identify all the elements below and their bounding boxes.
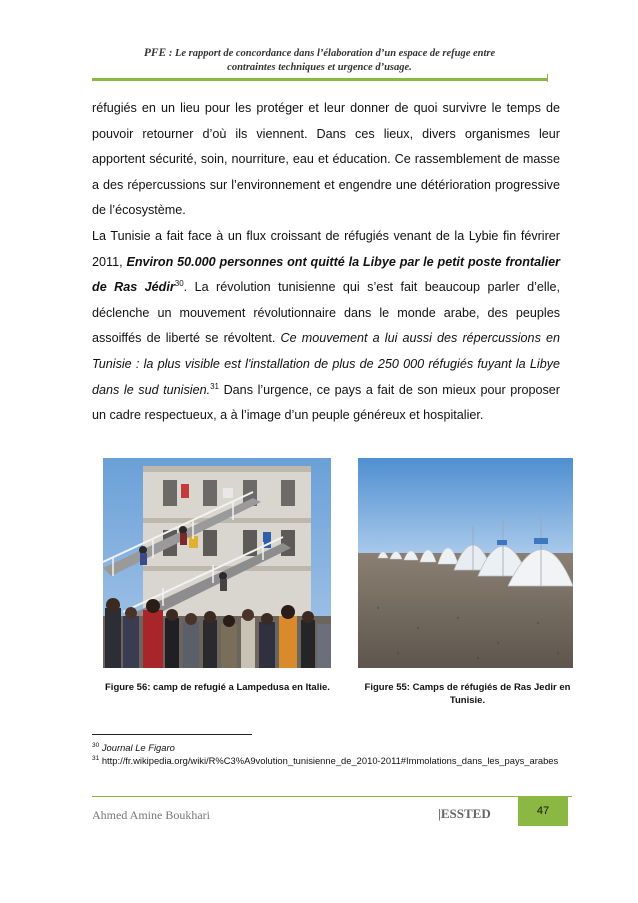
- p2-quote-2: Ce mouvement a lui aussi des répercussions en Tunisie : la plus visible est l'installation de plus de 250 000 réfugiés fuyant la Libye dans le sud tunisien.: [92, 331, 560, 397]
- p2-text-b: . La révolution tunisienne qui s’est fait beaucoup parler d’elle, déclenche un mouvement révolutionnaire dans le monde arabe, des peuples assoiffés de liberté se révoltent.: [92, 280, 560, 346]
- footer-author: Ahmed Amine Boukhari: [92, 808, 210, 822]
- footnotes: [92, 741, 562, 767]
- header-pfe: PFE: [143, 47, 167, 59]
- header-title-line2: contraintes techniques et urgence d’usage.: [227, 62, 412, 73]
- lampedusa-camp-photo: [103, 458, 331, 668]
- paragraph-2: [92, 224, 560, 429]
- ras-jedir-tents-photo: [358, 458, 573, 668]
- paragraph-1: réfugiés en un lieu pour les protéger et leur donner de quoi survivre le temps de pouvoir retourner d’où ils viennent. Dans ces lieux, divers organismes leur apportent sécurité, soin, nourriture, eau et éducation. Ce rassemblement de masse a des répercussions sur l’environnement et engendre une détérioration progressive de l’écosystème.: [92, 101, 560, 218]
- footnote-31-link[interactable]: http://fr.wikipedia.org/wiki/R%C3%A9volution_tunisienne_de_2010-2011#Immolations_dans_les_pays_arabes: [101, 755, 559, 766]
- body-text: [92, 96, 560, 429]
- page-number: 47: [518, 796, 568, 826]
- running-header: [92, 46, 547, 75]
- p2-text-c: Dans l’urgence, ce pays a fait de son mieux pour proposer un cadre respectueux, a à l’image d’un peuple généreux et hospitalier.: [92, 382, 560, 423]
- footer-rule: [92, 796, 572, 797]
- p2-quote-1: Environ 50.000 personnes ont quitté la Libye par le petit poste frontalier de Ras Jédir: [92, 254, 560, 295]
- footnote-ref-31[interactable]: 31: [210, 381, 219, 391]
- footnote-ref-30[interactable]: 30: [174, 278, 184, 288]
- footer-school: |ESSTED: [438, 806, 491, 821]
- footnote-30-text: Journal Le Figaro: [101, 742, 175, 753]
- footnote-31: $^{31}$ http://fr.wikipedia.org/wiki/R%C3%A9volution_tunisienne_de_2010-2011#Immolations_dans_les_pays_arabes: [92, 754, 559, 766]
- footnote-30: $^{30}$ Journal Le Figaro: [92, 741, 175, 753]
- figure-56-caption: Figure 56: camp de refugié a Lampedusa en Italie.: [105, 682, 330, 693]
- figure-55-caption: Figure 55: Camps de réfugiés de Ras Jedir en Tunisie.: [364, 682, 571, 706]
- p2-text-a: La Tunisie a fait face à un flux croissant de réfugiés venant de la Lybie fin févrirer 2011,: [92, 228, 560, 269]
- footnote-rule: [92, 734, 252, 735]
- header-rule: [92, 78, 547, 81]
- header-rule-tail: [547, 74, 548, 82]
- header-title-line1: : Le rapport de concordance dans l’élaboration d’un espace de refuge entre: [168, 48, 496, 59]
